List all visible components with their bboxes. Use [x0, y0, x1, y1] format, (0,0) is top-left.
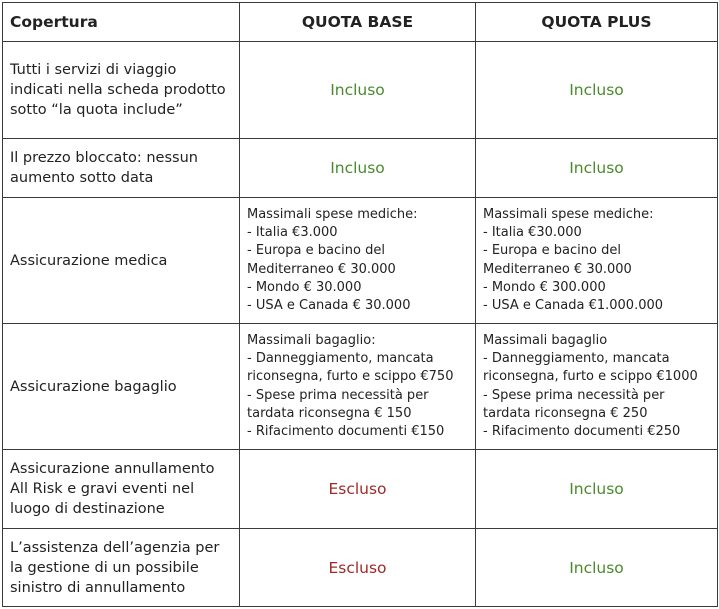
table-row — [3, 139, 718, 198]
row-label: Assicurazione medica — [3, 198, 240, 324]
row-label: L’assistenza dell’agenzia per la gestione di un possibile sinistro di annullamento — [3, 529, 240, 607]
plus-baggage-limits — [476, 324, 718, 450]
base-status: Escluso — [240, 450, 476, 529]
detail-line: - Rifacimento documenti €150 — [247, 423, 445, 439]
table-row — [3, 198, 718, 324]
header-quota-base: QUOTA BASE — [240, 3, 476, 42]
table-row — [3, 450, 718, 529]
base-status: Incluso — [240, 139, 476, 198]
detail-line: - Danneggiamento, mancata riconsegna, furto e scippo €1000 — [483, 351, 698, 385]
row-label: Il prezzo bloccato: nessun aumento sotto data — [3, 139, 240, 198]
detail-line: - Spese prima necessità per tardata riconsegna € 150 — [247, 387, 429, 421]
header-copertura: Copertura — [3, 3, 240, 42]
detail-line: Massimali spese mediche: — [483, 206, 654, 222]
detail-line: - Mondo € 300.000 — [483, 279, 606, 295]
header-quota-plus: QUOTA PLUS — [476, 3, 718, 42]
table-row — [3, 529, 718, 607]
detail-line: - Europa e bacino del Mediterraneo € 30.000 — [247, 243, 396, 277]
detail-line: Massimali spese mediche: — [247, 206, 418, 222]
header-row — [3, 3, 718, 42]
plus-status: Incluso — [476, 450, 718, 529]
table-row — [3, 42, 718, 139]
coverage-table — [2, 2, 718, 607]
base-baggage-limits — [240, 324, 476, 450]
base-medical-limits — [240, 198, 476, 324]
table-row — [3, 324, 718, 450]
row-label: Assicurazione annullamento All Risk e gravi eventi nel luogo di destinazione — [3, 450, 240, 529]
detail-line: - Rifacimento documenti €250 — [483, 423, 681, 439]
detail-line: - USA e Canada € 30.000 — [247, 297, 411, 313]
plus-status: Incluso — [476, 529, 718, 607]
plus-status: Incluso — [476, 42, 718, 139]
row-label: Tutti i servizi di viaggio indicati nella scheda prodotto sotto “la quota include” — [3, 42, 240, 139]
detail-line: Massimali bagaglio: — [247, 332, 376, 348]
detail-line: - Danneggiamento, mancata riconsegna, furto e scippo €750 — [247, 351, 454, 385]
detail-line: - Mondo € 30.000 — [247, 279, 362, 295]
detail-line: - Italia €30.000 — [483, 225, 582, 241]
base-status: Escluso — [240, 529, 476, 607]
plus-status: Incluso — [476, 139, 718, 198]
base-status: Incluso — [240, 42, 476, 139]
row-label: Assicurazione bagaglio — [3, 324, 240, 450]
detail-line: - Europa e bacino del Mediterraneo € 30.000 — [483, 243, 632, 277]
detail-line: - Spese prima necessità per tardata riconsegna € 250 — [483, 387, 665, 421]
detail-line: Massimali bagaglio — [483, 332, 608, 348]
detail-line: - Italia €3.000 — [247, 225, 338, 241]
detail-line: - USA e Canada €1.000.000 — [483, 297, 664, 313]
plus-medical-limits — [476, 198, 718, 324]
